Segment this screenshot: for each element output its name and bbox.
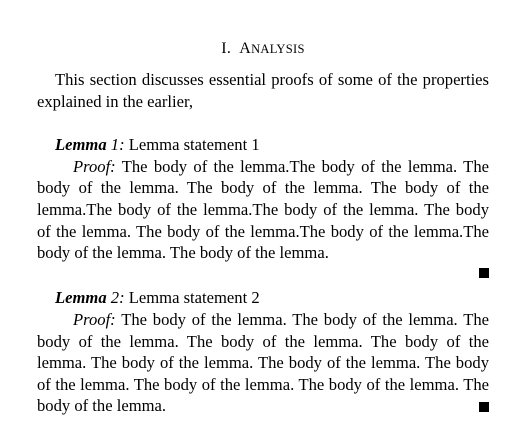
lemma-1-statement: Lemma statement 1 bbox=[128, 135, 260, 155]
lemma-1-qed-line bbox=[37, 264, 489, 286]
section-title-rest: NALYSIS bbox=[251, 42, 305, 56]
qed-square-icon bbox=[479, 402, 489, 412]
lemma-2-proof-label: Proof: bbox=[73, 309, 116, 329]
lemma-2-number: 2: bbox=[110, 288, 125, 308]
qed-square-icon bbox=[479, 268, 489, 278]
lemma-2-proof bbox=[37, 309, 489, 417]
lemma-1-heading bbox=[37, 134, 489, 156]
lemma-1-proof-label: Proof: bbox=[73, 156, 116, 176]
lemma-2-proof-body: The body of the lemma. The body of the lemma. The body of the lemma. The body of the lemma. The body of the lemma. The body of the lemma. The body of the lemma. The body of the lemma. The body of the lemma. The body of the lemma. The body of the lemma. bbox=[37, 309, 489, 416]
lemma-1-proof-body: The body of the lemma.The body of the lemma. The body of the lemma. The body of the lemma. The body of the lemma.The body of the lemma.The body of the lemma. The body of the lemma. The body of the lemma.The body of the lemma.The body of the lemma. The body of the lemma. bbox=[37, 156, 489, 263]
lemma-1-label: Lemma bbox=[55, 135, 107, 155]
lemma-1-number: 1: bbox=[110, 135, 125, 155]
lemma-2-label: Lemma bbox=[55, 288, 107, 308]
lemma-1-proof bbox=[37, 156, 489, 264]
lemma-2-statement: Lemma statement 2 bbox=[128, 288, 260, 308]
section-number: I. bbox=[221, 40, 232, 57]
section-title-initial: A bbox=[239, 40, 252, 57]
section-heading bbox=[37, 38, 489, 60]
document-page bbox=[37, 38, 489, 417]
intro-paragraph: This section discusses essential proofs of some of the properties explained in the earlier, bbox=[37, 70, 489, 111]
lemma-2-heading bbox=[37, 287, 489, 309]
